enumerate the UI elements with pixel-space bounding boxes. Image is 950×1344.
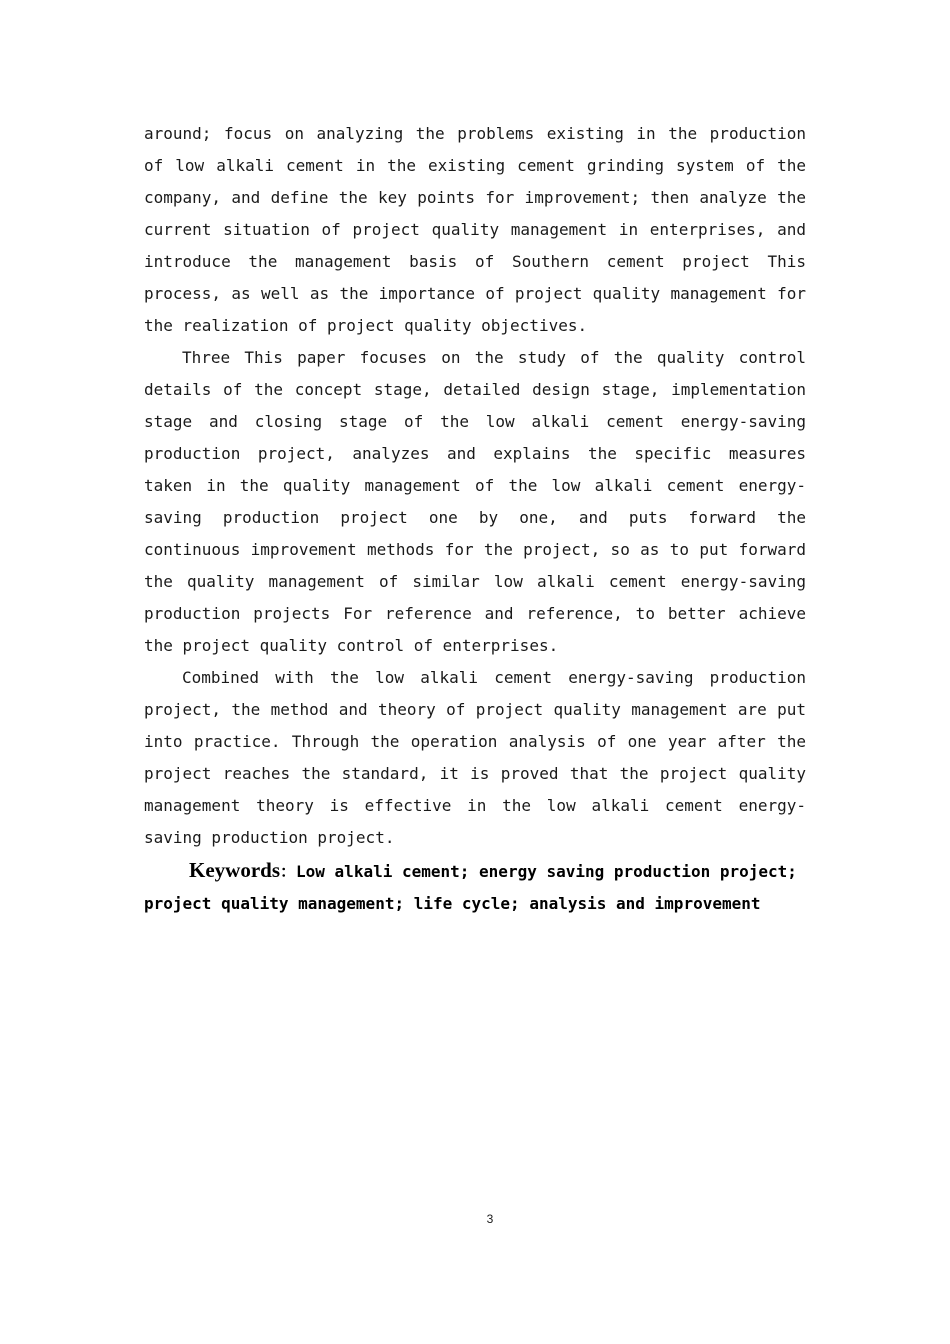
keywords-label: Keywords: [189, 858, 280, 882]
keywords-separator: ：: [280, 862, 297, 881]
page-number: 3: [486, 1212, 494, 1226]
keywords-line: [144, 854, 806, 920]
paragraph-three: Three This paper focuses on the study of the quality control details of the concept stage, detailed design stage, implementation stage and closing stage of the low alkali cement energy-saving production project, analyzes and explains the specific measures taken in the quality management of the low alkali cement energy-saving production project one by one, and puts forward the continuous improvement methods for the project, so as to put forward the quality management of similar low alkali cement energy-saving production projects For reference and reference, to better achieve the project quality control of enterprises.: [144, 348, 806, 655]
keywords-text: Low alkali cement; energy saving production project; project quality management; life cycle; analysis and improvement: [144, 862, 797, 913]
paragraph-combined: Combined with the low alkali cement energy-saving production project, the method and theory of project quality management are put into practice. Through the operation analysis of one year after the project reaches the standard, it is proved that the project quality management theory is effective in the low alkali cement energy-saving production project.: [144, 668, 806, 847]
body-text: [144, 118, 806, 920]
paragraph-continuation: around; focus on analyzing the problems existing in the production of low alkali cement in the existing cement grinding system of the company, and define the key points for improvement; then analyze the current situation of project quality management in enterprises, and introduce the management basis of Southern cement project This process, as well as the importance of project quality management for the realization of project quality objectives.: [144, 124, 806, 335]
